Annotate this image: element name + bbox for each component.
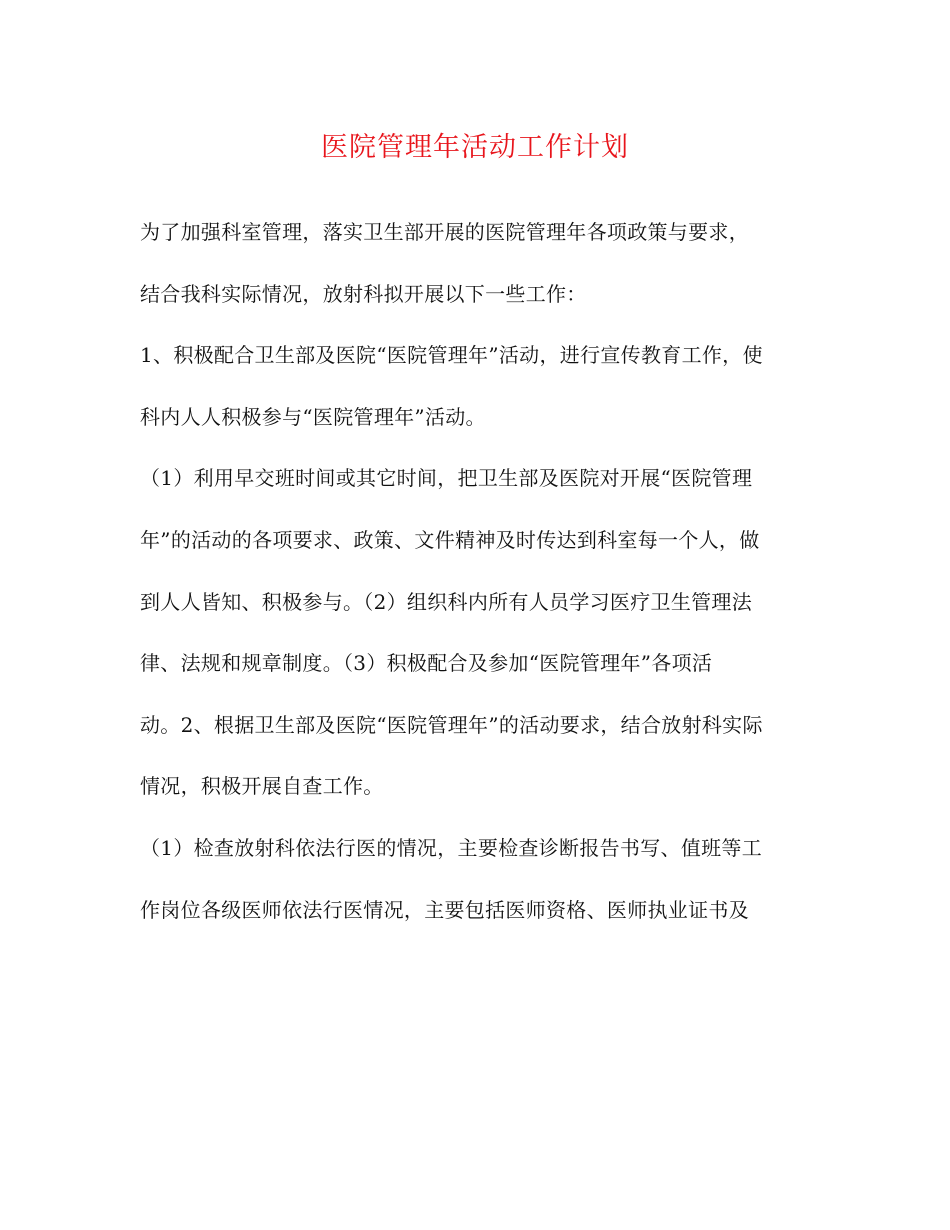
body-line: 作岗位各级医师依法行医情况，主要包括医师资格、医师执业证书及 [140,897,749,922]
body-line: 结合我科实际情况，放射科拟开展以下一些工作： [140,281,587,306]
body-line: 科内人人积极参与“医院管理年”活动。 [140,404,486,429]
body-line: 律、法规和规章制度。（3）积极配合及参加“医院管理年”各项活 [140,651,713,676]
body-line: （1）检查放射科依法行医的情况，主要检查诊断报告书写、值班等工 [140,835,763,860]
document-title: 医院管理年活动工作计划 [321,132,629,163]
body-line: 年”的活动的各项要求、政策、文件精神及时传达到科室每一个人，做 [140,527,760,552]
body-line: （1）利用早交班时间或其它时间，把卫生部及医院对开展“医院管理 [140,466,753,491]
body-line: 为了加强科室管理，落实卫生部开展的医院管理年各项政策与要求， [140,220,749,244]
body-line: 1、积极配合卫生部及医院“医院管理年”活动，进行宣传教育工作，使 [140,343,763,368]
document-body [140,212,820,951]
body-line: 动。2、根据卫生部及医院“医院管理年”的活动要求，结合放射科实际 [140,712,763,737]
body-line: 到人人皆知、积极参与。（2）组织科内所有人员学习医疗卫生管理法 [140,589,753,614]
body-line: 情况，积极开展自查工作。 [140,774,384,799]
